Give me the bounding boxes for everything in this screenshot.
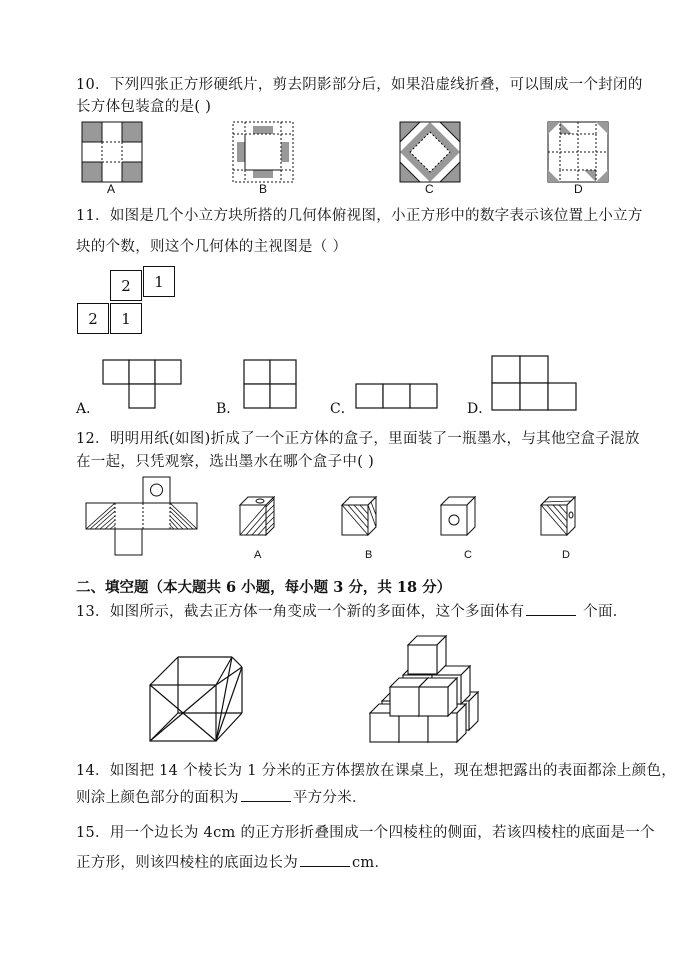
q10-line2: 长方体包装盒的是( ) [76,99,212,115]
q12-line1: 12．明明用纸(如图)折成了一个正方体的盒子，里面装了一瓶墨水，与其他空盒子混放 [76,431,640,447]
q14-answer-blank[interactable] [241,787,291,802]
q10-figure-b [233,122,293,182]
q11-top-view [76,270,186,336]
q12-option-b-label: B [365,549,373,561]
q10-option-b-label: B [259,182,268,196]
section-heading: 二、填空题（本大题共 6 小题，每小题 3 分，共 18 分） [76,579,452,596]
top-view-cell: 1 [143,266,175,297]
q10-option-a-label: A [107,182,116,196]
q11-option-a-figure [103,360,183,410]
q11-line2: 块的个数，则这个几何体的主视图是（ ） [76,239,348,255]
q14-line1: 14．如图把 14 个棱长为 1 分米的正方体摆放在课桌上，现在想把露出的表面都涂上颜色， [76,763,677,779]
q12-cube-net [86,477,198,559]
q15-line2-after: cm． [352,855,390,871]
q11-option-b-figure [244,360,298,410]
q11-line1: 11．如图是几个小立方块所搭的几何体俯视图，小正方形中的数字表示该位置上小立方 [76,208,643,224]
q11-option-a-label: A． [76,401,101,417]
q11-option-c-figure [356,384,440,410]
q14-stacked-cubes [368,634,486,746]
q13-text-before: 13．如图所示，截去正方体一角变成一个新的多面体，这个多面体有 [76,604,525,620]
q11-option-d-label: D． [467,401,493,417]
q13-answer-blank[interactable] [526,601,576,616]
q10-figure-d [548,122,608,182]
q15-line2-before: 正方形，则该四棱柱的底面边长为 [76,855,298,871]
q11-option-b-label: B． [216,401,241,417]
top-view-cell: 1 [110,303,142,334]
q10-figure-a [82,122,142,182]
top-view-cell: 2 [110,270,142,301]
q15-line1: 15．用一个边长为 4cm 的正方形折叠围成一个四棱柱的侧面，若该四棱柱的底面是一个 [76,825,655,841]
q12-cube-c [441,497,477,537]
q12-cube-b [342,497,378,537]
q12-line2: 在一起，只凭观察，选出墨水在哪个盒子中( ) [76,454,375,470]
q12-cube-d [541,497,577,537]
q15-answer-blank[interactable] [300,852,350,867]
q10-option-d-label: D [574,182,583,196]
q10-line1: 10．下列四张正方形硬纸片，剪去阴影部分后，如果沿虚线折叠，可以围成一个封闭的 [76,77,643,93]
q14-line2 [76,787,367,810]
q15-line2 [76,852,389,875]
q12-cube-a [240,497,276,537]
q12-option-c-label: C [464,549,472,561]
q13-truncated-cube [148,655,244,743]
q13-text [76,601,628,624]
q11-option-d-figure [492,356,578,412]
top-view-cell: 2 [77,303,109,334]
q10-figure-c [400,122,460,182]
q12-option-d-label: D [562,549,570,561]
q14-line2-before: 则涂上颜色部分的面积为 [76,790,239,806]
q14-line2-after: 平方分米． [292,790,367,806]
q11-option-c-label: C． [330,401,355,417]
q10-option-c-label: C [425,182,434,196]
q12-option-a-label: A [254,549,262,561]
q13-text-after: 个面． [578,604,628,620]
